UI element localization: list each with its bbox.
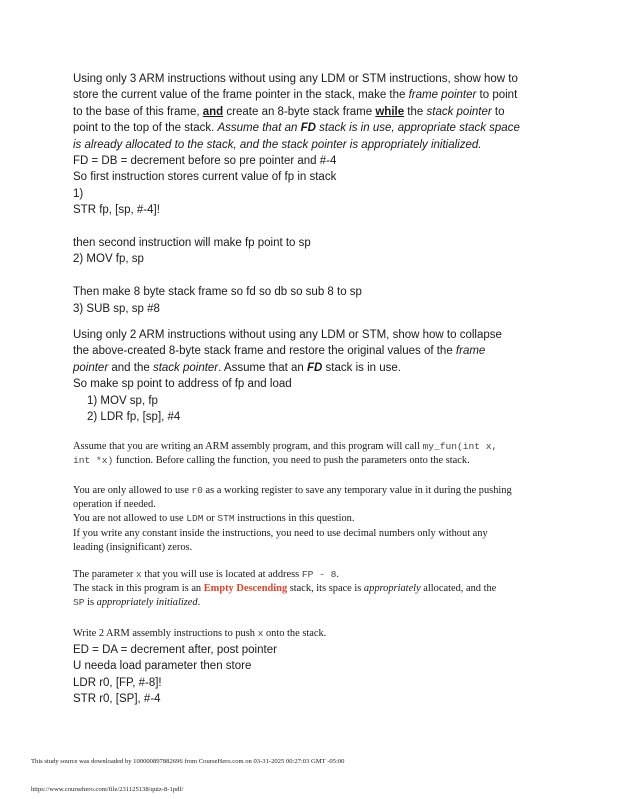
q1-answer-line-4: STR fp, [sp, #-4]! [73, 204, 160, 217]
q1-answer-line-3: 1) [73, 187, 84, 200]
q3-paragraph-4-line-2: leading (insignificant) zeros. [73, 541, 193, 553]
q3-paragraph-2-line-1: You are only allowed to use r0 as a working register to save any temporary value in it during the pushing [73, 485, 512, 496]
q1-line-2: store the current value of the frame pointer in the stack, make the frame pointer to point [73, 89, 518, 102]
q1-answer-line-7: Then make 8 byte stack frame so fd so db so sub 8 to sp [73, 286, 362, 299]
q3-answer-line-4: STR r0, [SP], #-4 [73, 693, 161, 706]
q1-line-5: is already allocated to the stack, and the stack pointer is appropriately initialized. [73, 138, 482, 151]
q2-answer-line-1: So make sp point to address of fp and load [73, 378, 292, 391]
q1-answer-line-5: then second instruction will make fp point to sp [73, 237, 311, 250]
question-2-block [73, 327, 553, 425]
source-url[interactable]: https://www.coursehero.com/file/231125138/quiz-8-1pdf/ [31, 786, 184, 793]
q3-answer-line-1: ED = DA = decrement after, post pointer [73, 644, 277, 656]
q3-paragraph-5: The parameter x that you will use is located at address FP - 8. [73, 569, 339, 580]
q3-task-line: Write 2 ARM assembly instructions to push x onto the stack. [73, 628, 327, 639]
q2-line-2: the above-created 8-byte stack frame and restore the original values of the frame [73, 345, 486, 358]
q3-paragraph-6: The stack in this program is an Empty Descending stack, its space is appropriately allocated, and the [73, 583, 497, 595]
q3-answer-line-2: U needa load parameter then store [73, 660, 252, 673]
question-3-task [73, 627, 553, 641]
download-notice: This study source was downloaded by 100000897882696 from CourseHero.com on 03-31-2025 00:27:03 GMT -05:00 [31, 758, 345, 765]
q1-line-4: point to the top of the stack. Assume that an FD stack is in use, appropriate stack space [73, 122, 520, 135]
question-1-block [73, 71, 553, 317]
q1-answer-line-1: FD = DB = decrement before so pre pointer and #-4 [73, 155, 337, 168]
q1-answer-line-8: 3) SUB sp, sp #8 [73, 302, 160, 315]
question-3-stack-info [73, 568, 553, 611]
q2-answer-line-3: 2) LDR fp, [sp], #4 [87, 411, 181, 424]
q3-paragraph-4-line-1: If you write any constant inside the instructions, you need to use decimal numbers only without any [73, 527, 488, 539]
q1-answer-line-2: So first instruction stores current value of fp in stack [73, 171, 337, 184]
q3-paragraph-3: You are not allowed to use LDM or STM instructions in this question. [73, 513, 355, 525]
q2-answer-line-2: 1) MOV sp, fp [87, 394, 158, 407]
q3-answer-line-3: LDR r0, [FP, #-8]! [73, 676, 162, 689]
question-3-answer [73, 642, 553, 708]
q1-line-1: Using only 3 ARM instructions without using any LDM or STM instructions, show how to [73, 73, 518, 85]
question-3-intro [73, 440, 553, 468]
q2-line-1: Using only 2 ARM instructions without using any LDM or STM, show how to collapse [73, 329, 502, 341]
spacer [73, 268, 553, 284]
question-3-rules [73, 484, 553, 555]
spacer [73, 219, 553, 235]
q2-line-3: pointer and the stack pointer. Assume that an FD stack is in use. [73, 361, 401, 374]
q3-paragraph-1-line-2: int *x) function. Before calling the function, you need to push the parameters onto the stack. [73, 455, 470, 467]
q3-paragraph-2-line-2: operation if needed. [73, 499, 156, 511]
q1-answer-line-6: 2) MOV fp, sp [73, 253, 144, 266]
q3-paragraph-1-line-1: Assume that you are writing an ARM assembly program, and this program will call my_fun(int x, [73, 441, 498, 452]
q1-line-3: to the base of this frame, and create an 8-byte stack frame while the stack pointer to [73, 105, 505, 118]
q3-paragraph-7: SP is appropriately initialized. [73, 597, 201, 609]
